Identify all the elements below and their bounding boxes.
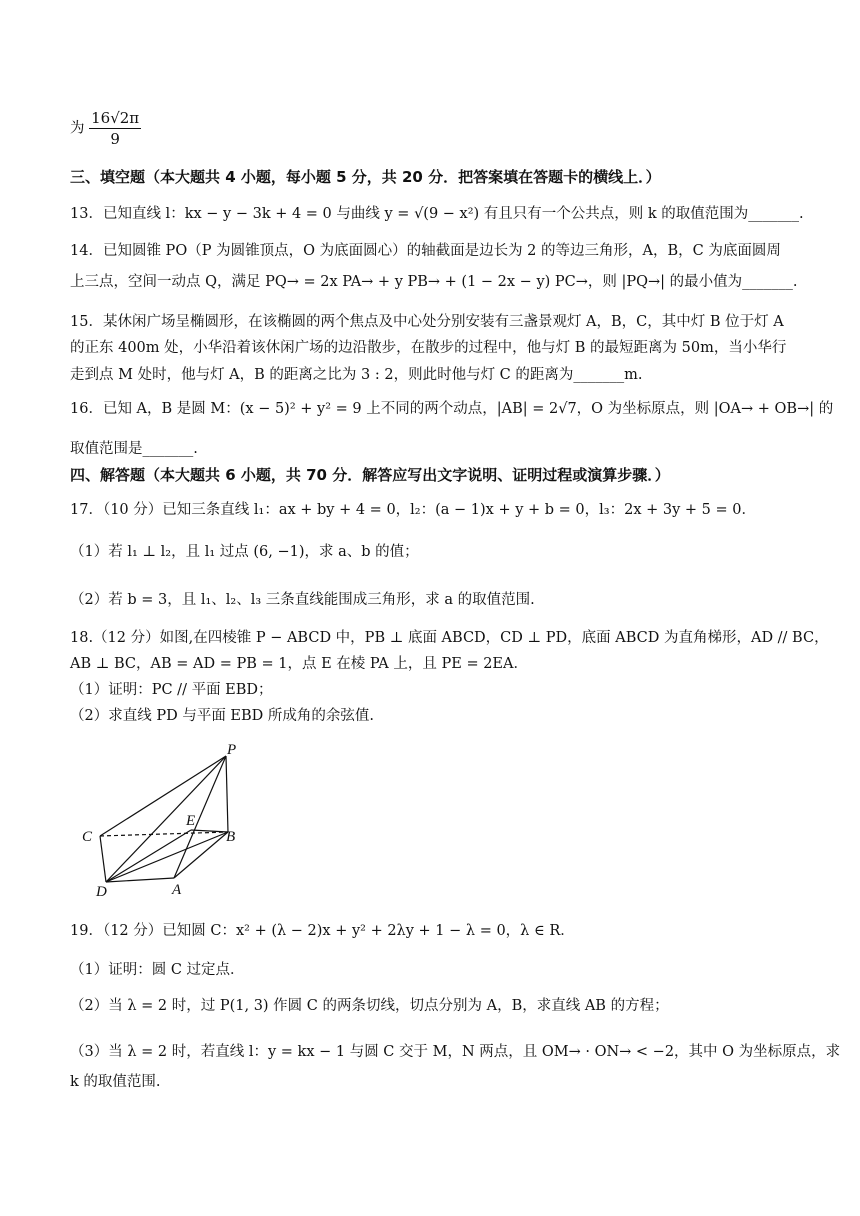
q14-line1: 14．已知圆锥 PO（P 为圆锥顶点，O 为底面圆心）的轴截面是边长为 2 的等边三角形，A，B，C 为底面圆周	[70, 243, 781, 259]
fraction-denominator: 9	[110, 130, 120, 148]
q19-part1: （1）证明：圆 C 过定点．	[70, 962, 245, 978]
label-C: C	[82, 829, 93, 845]
intro-prefix: 为	[70, 120, 85, 137]
q18-stem-line2: AB ⊥ BC，AB = AD = PB = 1，点 E 在棱 PA 上，且 PE = 2EA．	[70, 656, 528, 672]
fraction-numerator: 16√2π	[91, 109, 140, 127]
q19-stem: 19．（12 分）已知圆 C：x² + (λ − 2)x + y² + 2λy + 1 − λ = 0，λ ∈ R．	[70, 923, 575, 939]
q17-stem: 17．（10 分）已知三条直线 l₁：ax + by + 4 = 0，l₂：(a − 1)x + y + b = 0，l₃：2x + 3y + 5 = 0．	[70, 502, 756, 518]
edge-PB	[226, 756, 228, 832]
q14-line2: 上三点，空间一动点 Q，满足 PQ→ = 2x PA→ + y PB→ + (1 − 2x − y) PC→，则 |PQ→| 的最小值为_______.	[70, 274, 798, 290]
q18-part2: （2）求直线 PD 与平面 EBD 所成角的余弦值.	[70, 708, 375, 724]
q16-line2: 取值范围是_______.	[70, 441, 198, 457]
edge-CB-hidden	[100, 832, 228, 836]
q15-line2: 的正东 400m 处，小华沿着该休闲广场的边沿散步，在散步的过程中，他与灯 B 的最短距离为 50m，当小华行	[70, 340, 787, 356]
edge-PA	[174, 756, 226, 878]
edge-PD	[106, 756, 226, 882]
edge-DA	[106, 878, 174, 882]
q19-part2: （2）当 λ = 2 时，过 P(1, 3) 作圆 C 的两条切线，切点分别为 A，B，求直线 AB 的方程；	[70, 998, 669, 1014]
edge-CD	[100, 836, 106, 882]
q18-part1: （1）证明：PC // 平面 EBD；	[70, 682, 273, 698]
label-D: D	[96, 884, 107, 900]
q15-line1: 15．某休闲广场呈椭圆形，在该椭圆的两个焦点及中心处分别安装有三盏景观灯 A，B，C，其中灯 B 位于灯 A	[70, 314, 784, 330]
q17-part1: （1）若 l₁ ⊥ l₂，且 l₁ 过点 (6, −1)，求 a、b 的值；	[70, 544, 419, 560]
intro-line	[70, 108, 800, 149]
q19-part3-line2: k 的取值范围.	[70, 1074, 161, 1090]
q15-line3: 走到点 M 处时，他与灯 A，B 的距离之比为 3 : 2，则此时他与灯 C 的距离为_______m.	[70, 367, 643, 383]
q13-text: 13．已知直线 l：kx − y − 3k + 4 = 0 与曲线 y = √(9 − x²) 有且只有一个公共点，则 k 的取值范围为_______.	[70, 206, 804, 222]
q16-line1: 16．已知 A，B 是圆 M：(x − 5)² + y² = 9 上不同的两个动点，|AB| = 2√7，O 为坐标原点，则 |OA→ + OB→| 的	[70, 401, 834, 417]
edge-AB	[174, 832, 228, 878]
q19-part3-line1: （3）当 λ = 2 时，若直线 l：y = kx − 1 与圆 C 交于 M，N 两点，且 OM→ · ON→ < −2，其中 O 为坐标原点，求	[70, 1044, 841, 1060]
section3-heading: 三、填空题（本大题共 4 小题，每小题 5 分，共 20 分．把答案填在答题卡的横线上．）	[70, 168, 661, 186]
edge-DB	[106, 832, 228, 882]
label-P: P	[227, 742, 237, 758]
section4-heading: 四、解答题（本大题共 6 小题，共 70 分．解答应写出文字说明、证明过程或演算步骤．）	[70, 466, 670, 484]
edge-PC	[100, 756, 226, 836]
intro-fraction	[89, 108, 141, 149]
q17-part2: （2）若 b = 3，且 l₁、l₂、l₃ 三条直线能围成三角形，求 a 的取值范围.	[70, 592, 535, 608]
label-E: E	[186, 813, 196, 829]
pyramid-figure	[70, 740, 260, 900]
label-A: A	[172, 882, 182, 898]
label-B: B	[226, 829, 236, 845]
q18-stem-line1: 18.（12 分）如图,在四棱锥 P − ABCD 中，PB ⊥ 底面 ABCD，CD ⊥ PD，底面 ABCD 为直角梯形，AD // BC，	[70, 630, 829, 646]
